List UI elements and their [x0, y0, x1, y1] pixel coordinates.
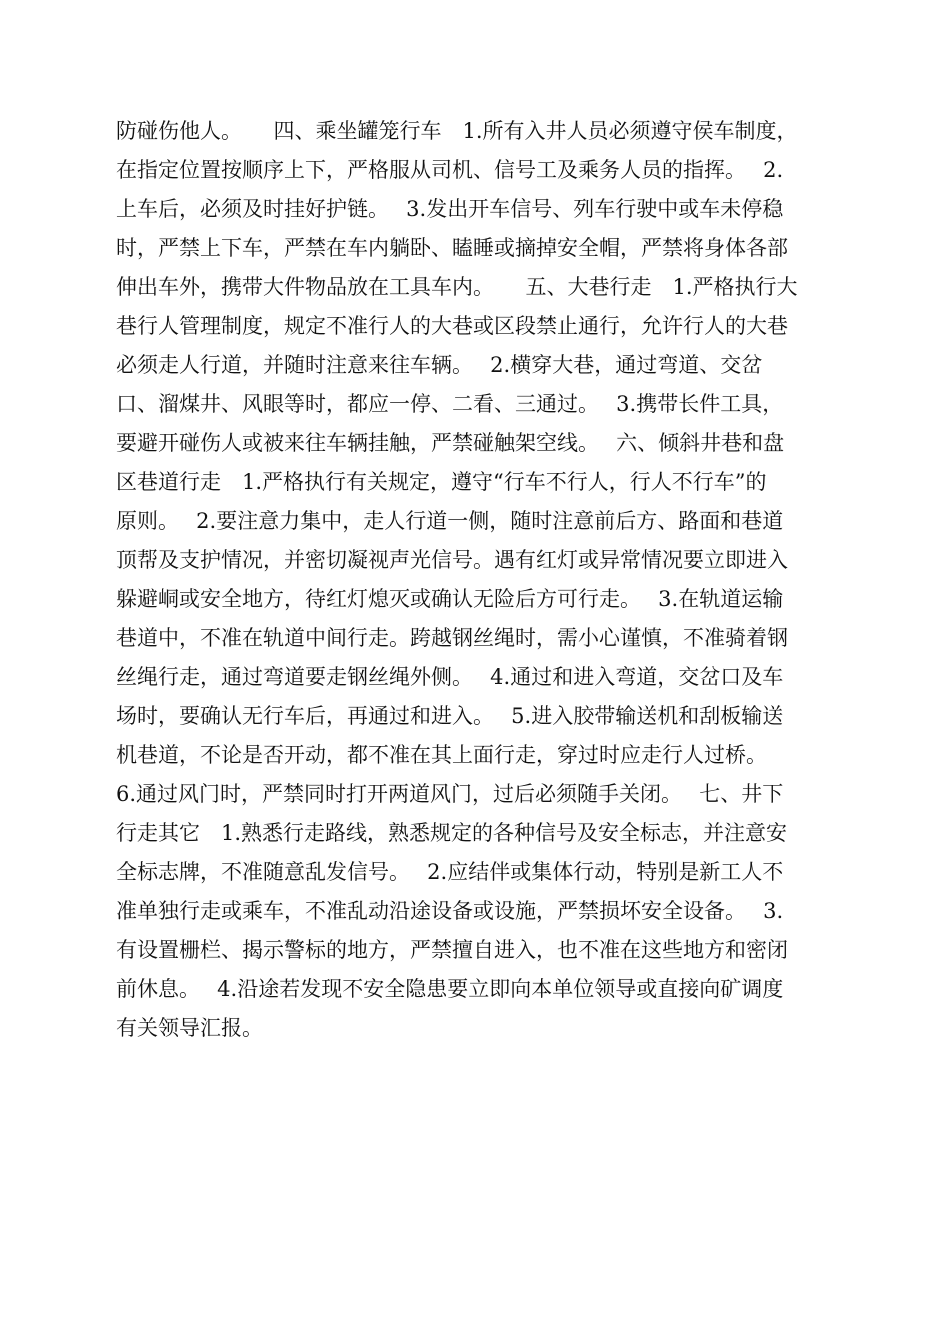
text-line: 上车后，必须及时挂好护链。 3.发出开车信号、列车行驶中或车未停稳: [116, 197, 784, 221]
text-line: 准单独行走或乘车，不准乱动沿途设备或设施，严禁损坏安全设备。 3.: [116, 899, 784, 923]
text-line: 区巷道行走 1.严格执行有关规定，遵守“行车不行人，行人不行车”的: [116, 470, 767, 494]
text-line: 巷行人管理制度，规定不准行人的大巷或区段禁止通行，允许行人的大巷: [116, 314, 788, 338]
text-line: 口、溜煤井、风眼等时，都应一停、二看、三通过。 3.携带长件工具，: [116, 392, 784, 416]
text-line: 有设置栅栏、揭示警标的地方，严禁擅自进入，也不准在这些地方和密闭: [116, 938, 788, 962]
text-line: 躲避峒或安全地方，待红灯熄灭或确认无险后方可行走。 3.在轨道运输: [116, 587, 784, 611]
text-line: 必须走人行道，并随时注意来往车辆。 2.横穿大巷，通过弯道、交岔: [116, 353, 763, 377]
text-line: 顶帮及支护情况，并密切凝视声光信号。遇有红灯或异常情况要立即进入: [116, 548, 788, 572]
text-line: 前休息。 4.沿途若发现不安全隐患要立即向本单位领导或直接向矿调度: [116, 977, 784, 1001]
text-line: 防碰伤他人。 四、乘坐罐笼行车 1.所有入井人员必须遵守侯车制度，: [116, 119, 798, 143]
text-line: 场时，要确认无行车后，再通过和进入。 5.进入胶带输送机和刮板输送: [116, 704, 784, 728]
text-line: 6.通过风门时，严禁同时打开两道风门，过后必须随手关闭。 七、井下: [116, 782, 784, 806]
text-line: 时，严禁上下车，严禁在车内躺卧、瞌睡或摘掉安全帽，严禁将身体各部: [116, 236, 788, 260]
text-line: 丝绳行走，通过弯道要走钢丝绳外侧。 4.通过和进入弯道，交岔口及车: [116, 665, 784, 689]
text-line: 行走其它 1.熟悉行走路线，熟悉规定的各种信号及安全标志，并注意安: [116, 821, 788, 845]
text-line: 全标志牌，不准随意乱发信号。 2.应结伴或集体行动，特别是新工人不: [116, 860, 784, 884]
text-line: 有关领导汇报。: [116, 1016, 263, 1040]
text-line: 巷道中，不准在轨道中间行走。跨越钢丝绳时，需小心谨慎，不准骑着钢: [116, 626, 788, 650]
body-text: [116, 112, 846, 1048]
text-line: 在指定位置按顺序上下，严格服从司机、信号工及乘务人员的指挥。 2.: [116, 158, 784, 182]
text-line: 要避开碰伤人或被来往车辆挂触，严禁碰触架空线。 六、倾斜井巷和盘: [116, 431, 785, 455]
text-line: 原则。 2.要注意力集中，走人行道一侧，随时注意前后方、路面和巷道: [116, 509, 784, 533]
text-line: 机巷道，不论是否开动，都不准在其上面行走，穿过时应走行人过桥。: [116, 743, 767, 767]
text-line: 伸出车外，携带大件物品放在工具车内。 五、大巷行走 1.严格执行大: [116, 275, 798, 299]
